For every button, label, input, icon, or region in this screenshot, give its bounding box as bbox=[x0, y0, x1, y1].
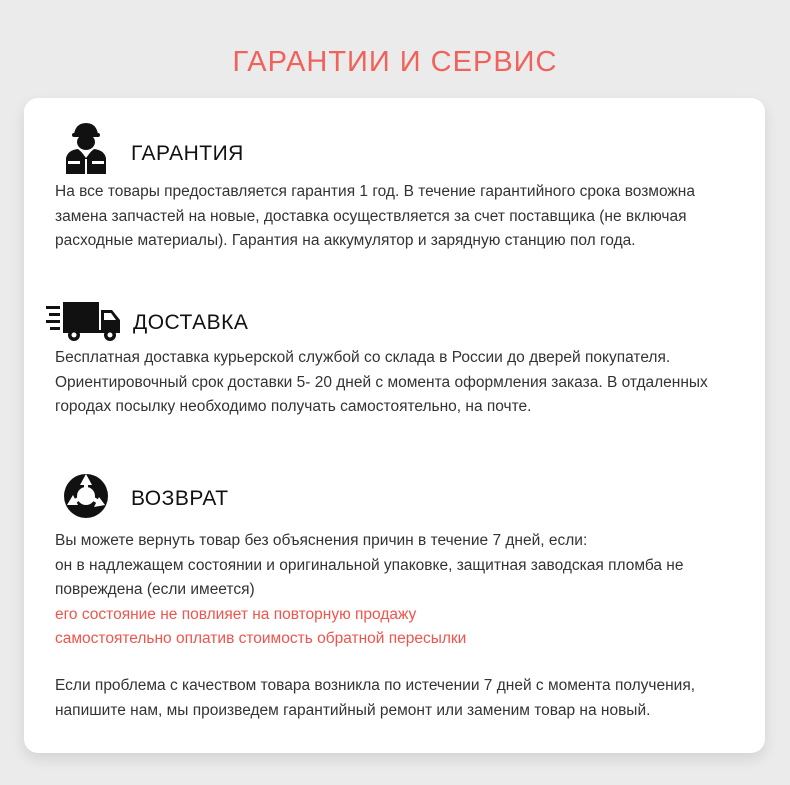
text-line: Если проблема с качеством товара возникла по истечении 7 дней с момента получения, bbox=[55, 677, 696, 694]
return-condition: самостоятельно оплатив стоимость обратной пересылки bbox=[55, 630, 467, 647]
text-line: повреждена (если имеется) bbox=[55, 581, 255, 598]
worker-icon bbox=[60, 120, 112, 174]
return-condition: его состояние не повлияет на повторную продажу bbox=[55, 605, 417, 623]
text-line: Вы можете вернуть товар без объяснения причин в течение 7 дней, если: bbox=[55, 532, 588, 549]
section-body bbox=[55, 180, 755, 254]
section-body bbox=[55, 346, 755, 420]
return-arrows-icon bbox=[61, 471, 111, 521]
info-card bbox=[24, 98, 765, 753]
section-heading: ВОЗВРАТ bbox=[131, 487, 229, 510]
text-line: напишите нам, мы произведем гарантийный ремонт или заменим товар на новый. bbox=[55, 701, 651, 719]
delivery-truck-icon bbox=[46, 298, 122, 342]
section-body bbox=[55, 529, 755, 652]
section-heading: ГАРАНТИЯ bbox=[131, 142, 244, 165]
text-line: расходные материалы). Гарантия на аккумулятор и зарядную станцию пол года. bbox=[55, 232, 636, 249]
text-line: Бесплатная доставка курьерской службой со склада в России до дверей покупателя. bbox=[55, 349, 671, 366]
section-footer bbox=[55, 674, 755, 723]
section-heading: ДОСТАВКА bbox=[133, 311, 249, 334]
text-line: городах посылку необходимо получать самостоятельно, на почте. bbox=[55, 398, 532, 415]
text-line: он в надлежащем состоянии и оригинальной упаковке, защитная заводская пломба не bbox=[55, 556, 684, 574]
text-line: Ориентировочный срок доставки 5- 20 дней с момента оформления заказа. В отдаленных bbox=[55, 373, 708, 391]
text-line: замена запчастей на новые, доставка осуществляется за счет поставщика (не включая bbox=[55, 207, 687, 225]
page-title: ГАРАНТИИ И СЕРВИС bbox=[232, 46, 558, 78]
text-line: На все товары предоставляется гарантия 1 год. В течение гарантийного срока возможна bbox=[55, 183, 695, 200]
